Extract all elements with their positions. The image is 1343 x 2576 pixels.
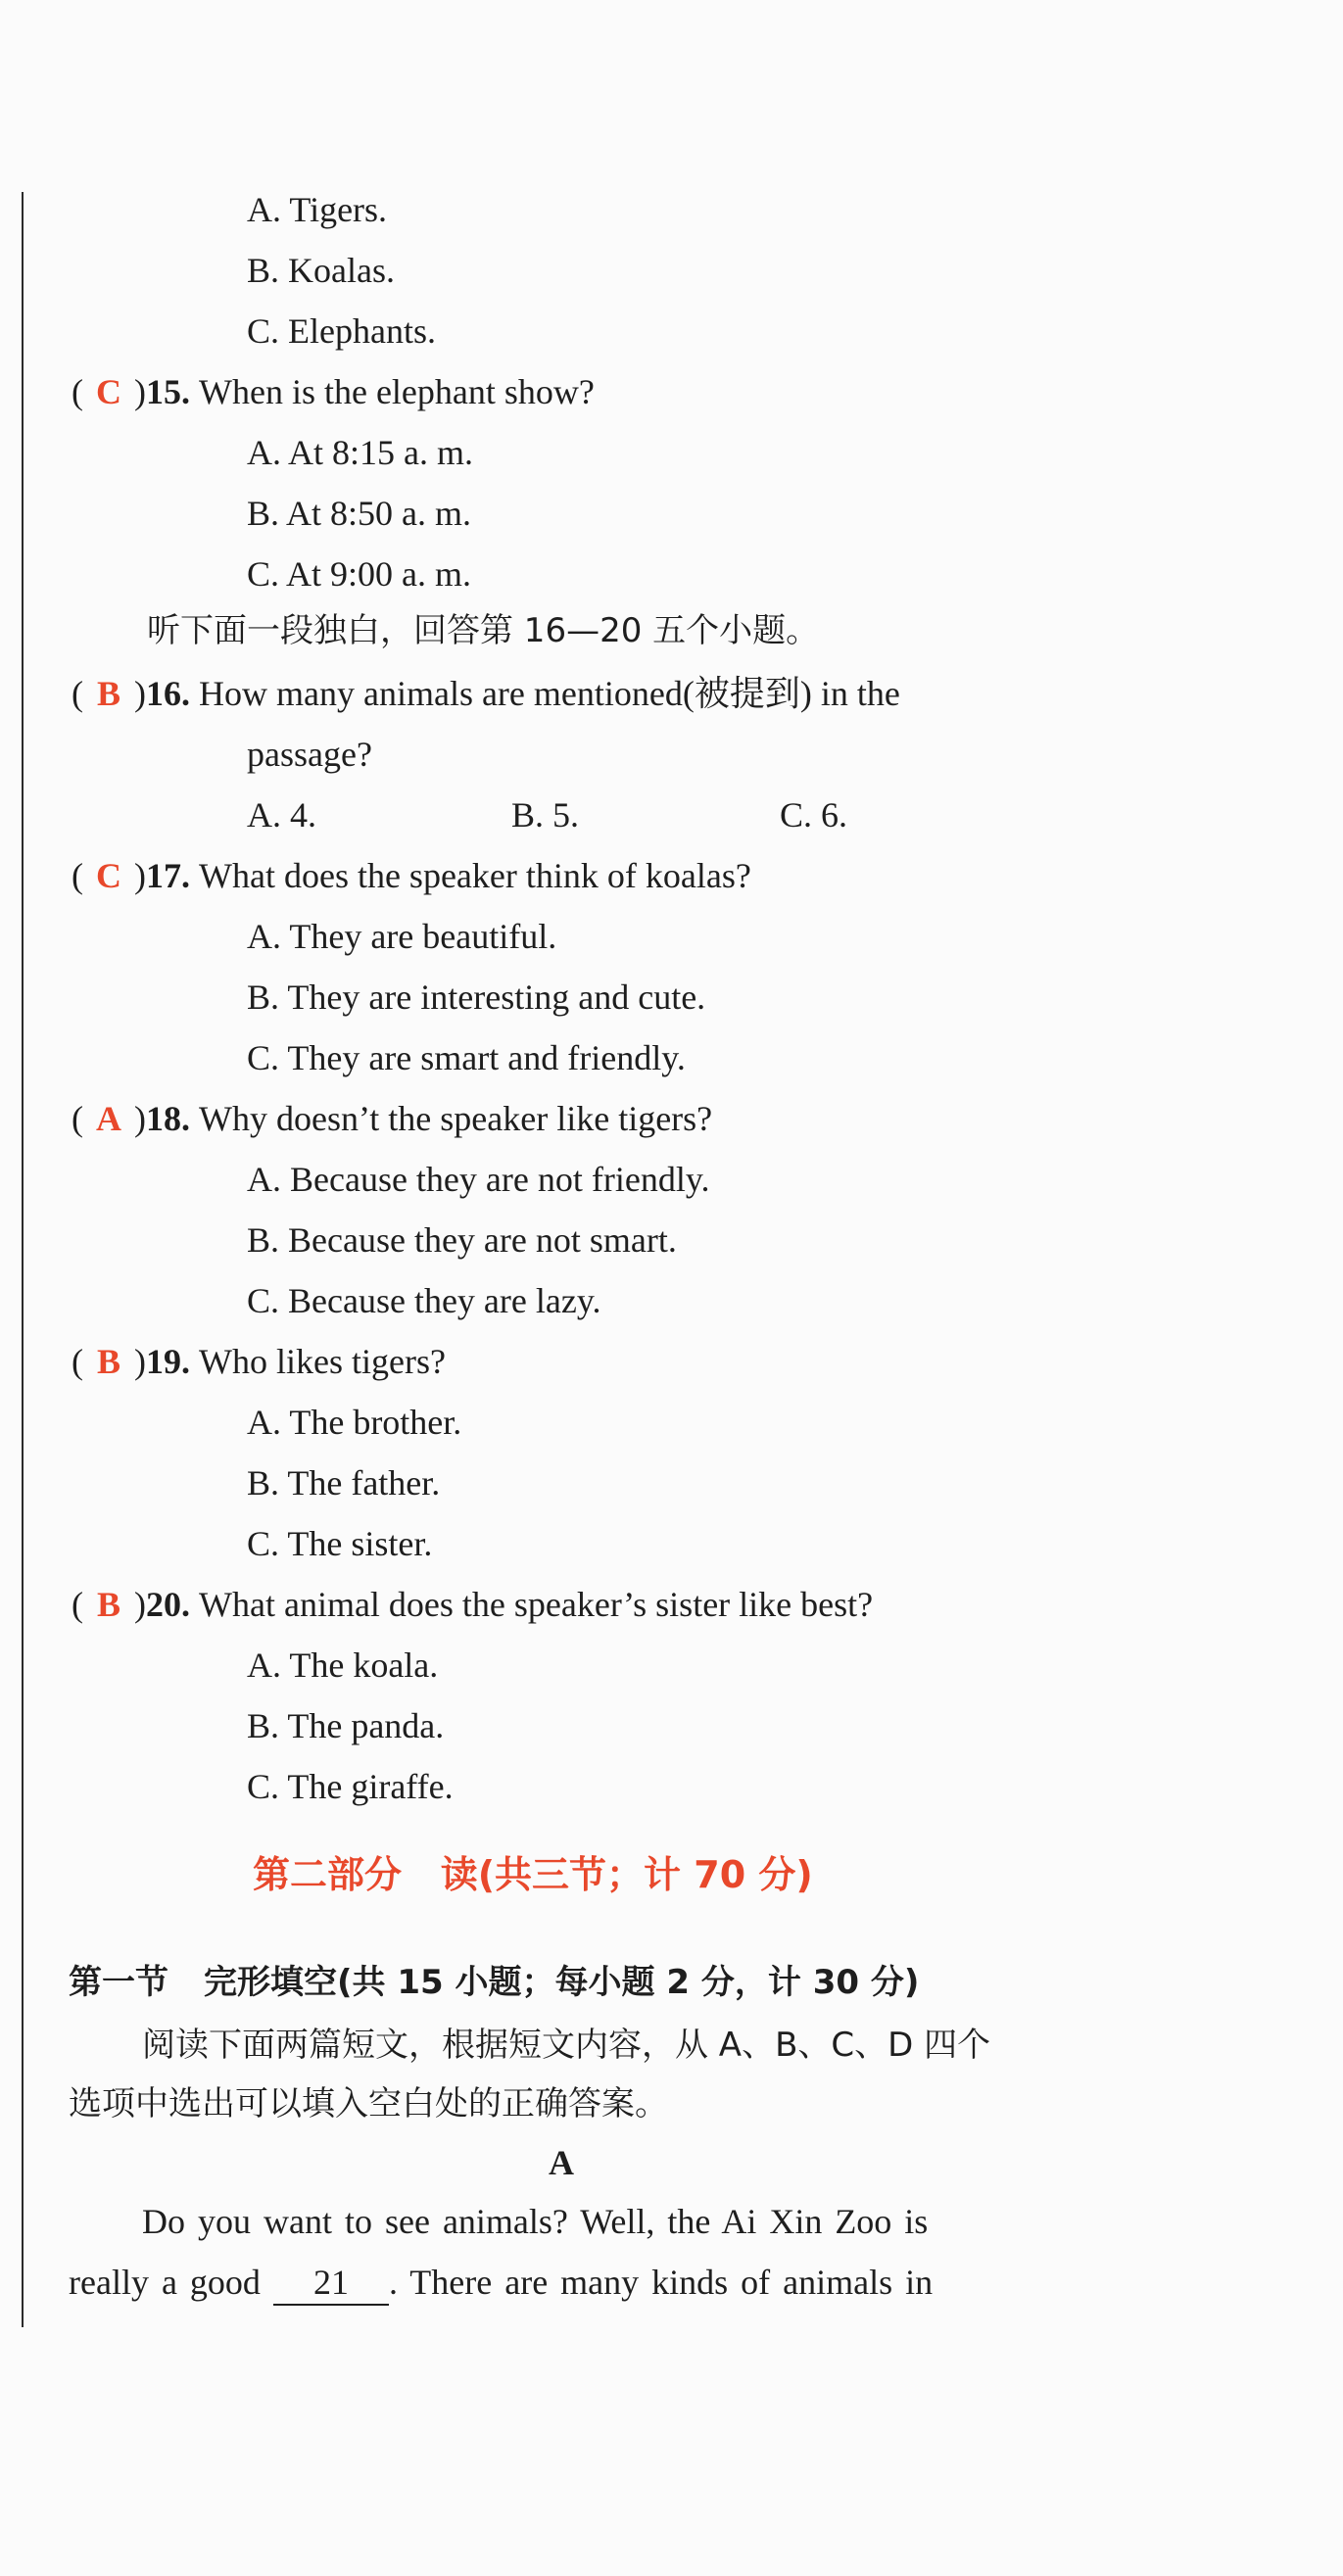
q16-text-continued: passage? — [247, 735, 372, 774]
q17-option-a: A. They are beautiful. — [247, 917, 557, 956]
paren-open: ( — [72, 372, 83, 411]
q20-option-b: B. The panda. — [247, 1706, 445, 1745]
question-number: 16. — [146, 674, 190, 713]
paren-close: ) — [134, 372, 146, 411]
q18-option-a: A. Because they are not friendly. — [247, 1160, 710, 1199]
q14-option-a: A. Tigers. — [247, 190, 388, 229]
q14-option-c: C. Elephants. — [247, 311, 436, 351]
blank-21: 21 — [273, 2261, 389, 2306]
q15-option-b: B. At 8:50 a. m. — [247, 494, 472, 533]
question-text: When is the elephant show? — [199, 372, 595, 411]
question-15 — [72, 370, 595, 413]
paren-open: ( — [72, 856, 83, 895]
q17-option-c: C. They are smart and friendly. — [247, 1038, 686, 1077]
question-text: What does the speaker think of koalas? — [199, 856, 751, 895]
question-text: Why doesn’t the speaker like tigers? — [199, 1099, 713, 1138]
answer-18: A — [96, 1099, 121, 1138]
question-text: Who likes tigers? — [199, 1342, 446, 1381]
q16-option-a: A. 4. — [247, 795, 316, 835]
listening-instruction: 听下面一段独白，回答第 16—20 五个小题。 — [147, 611, 820, 650]
section-one-heading — [69, 1961, 919, 2004]
cloze-instruction-line-2: 选项中选出可以填入空白处的正确答案。 — [69, 2084, 668, 2123]
paren-open: ( — [72, 1099, 83, 1138]
section-one-title: 第一节 — [69, 1963, 168, 2002]
passage-line-2-post: . There are many kinds of animals in — [388, 2263, 934, 2302]
passage-line-1: Do you want to see animals? Well, the Ai Xin Zoo is — [142, 2202, 929, 2241]
q18-option-b: B. Because they are not smart. — [247, 1220, 677, 1260]
paren-open: ( — [72, 1585, 83, 1624]
question-text: How many animals are mentioned(被提到) in the — [199, 674, 900, 713]
margin-rule — [22, 192, 24, 2327]
question-number: 17. — [146, 856, 190, 895]
paren-close: ) — [134, 856, 146, 895]
question-text: What animal does the speaker’s sister like best? — [199, 1585, 874, 1624]
answer-15: C — [96, 372, 121, 411]
q15-option-a: A. At 8:15 a. m. — [247, 433, 473, 472]
q20-option-a: A. The koala. — [247, 1646, 439, 1685]
q16-option-c: C. 6. — [780, 795, 848, 835]
section-one-title-detail: 完形填空(共 15 小题；每小题 2 分，计 30 分) — [204, 1963, 920, 2002]
answer-17: C — [96, 856, 121, 895]
q20-option-c: C. The giraffe. — [247, 1767, 454, 1806]
question-16 — [72, 672, 900, 715]
paren-close: ) — [134, 1342, 146, 1381]
question-20 — [72, 1583, 873, 1626]
q19-option-a: A. The brother. — [247, 1403, 462, 1442]
question-18 — [72, 1097, 712, 1140]
paren-close: ) — [134, 1585, 146, 1624]
paren-close: ) — [134, 674, 146, 713]
question-number: 18. — [146, 1099, 190, 1138]
answer-16: B — [96, 674, 120, 713]
q16-option-b: B. 5. — [511, 795, 580, 835]
cloze-instruction-line-1: 阅读下面两篇短文，根据短文内容，从 A、B、C、D 四个 — [142, 2026, 991, 2065]
q15-option-c: C. At 9:00 a. m. — [247, 554, 472, 594]
question-number: 15. — [146, 372, 190, 411]
paren-close: ) — [134, 1099, 146, 1138]
q17-option-b: B. They are interesting and cute. — [247, 978, 706, 1017]
answer-19: B — [96, 1342, 120, 1381]
part-two-heading: 第二部分 读(共三节；计 70 分) — [253, 1853, 813, 1896]
passage-label: A — [549, 2143, 574, 2182]
passage-line-2-pre: really a good — [69, 2263, 261, 2302]
paren-open: ( — [72, 674, 83, 713]
question-number: 20. — [146, 1585, 190, 1624]
question-19 — [72, 1340, 446, 1383]
q18-option-c: C. Because they are lazy. — [247, 1281, 601, 1320]
q14-option-b: B. Koalas. — [247, 251, 395, 290]
question-17 — [72, 854, 751, 897]
passage-line-2 — [69, 2261, 933, 2306]
q19-option-b: B. The father. — [247, 1463, 441, 1503]
paren-open: ( — [72, 1342, 83, 1381]
answer-20: B — [96, 1585, 120, 1624]
q19-option-c: C. The sister. — [247, 1524, 433, 1563]
question-number: 19. — [146, 1342, 190, 1381]
